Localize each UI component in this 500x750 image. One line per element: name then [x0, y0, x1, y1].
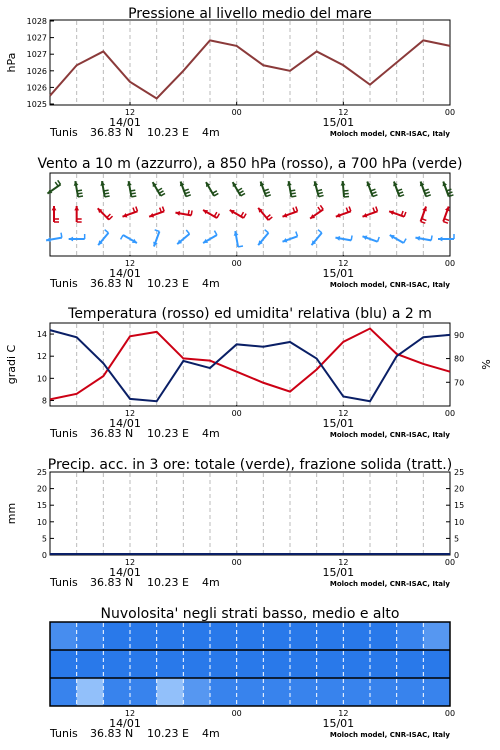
cloud-cell — [343, 622, 370, 650]
wind-feather — [378, 237, 380, 242]
y-tick-label-right: 90 — [454, 330, 465, 340]
y-tick-label: 20 — [36, 484, 47, 494]
wind-arrow — [180, 181, 191, 196]
wind-feather — [376, 207, 378, 212]
wind-feather — [107, 214, 111, 218]
time-tick-label: 00 — [231, 558, 242, 567]
wind-arrow — [362, 236, 379, 242]
wind-arrow — [258, 208, 272, 220]
wind-feather — [265, 230, 269, 233]
cloud-cell — [157, 650, 184, 678]
model-credit: Moloch model, CNR-ISAC, Italy — [329, 281, 450, 289]
wind-feather — [61, 233, 62, 238]
wind-feather — [447, 189, 452, 191]
location-name: Tunis — [50, 576, 78, 589]
wind-feather — [130, 190, 135, 191]
time-tick-label: 12 — [124, 108, 136, 117]
wind-feather — [291, 196, 296, 197]
wind-feather — [373, 195, 378, 197]
cloud-cell — [130, 650, 157, 678]
y-tick-label: 12 — [36, 352, 47, 362]
cloud-cell — [183, 622, 210, 650]
cloud-cell — [263, 678, 290, 706]
wind-feather — [161, 193, 165, 196]
wind-feather — [104, 190, 109, 191]
wind-arrow — [47, 180, 60, 193]
wind-feather — [55, 182, 58, 186]
location-lat: 36.83 N — [90, 427, 134, 440]
wind-arrow — [74, 181, 83, 197]
wind-feather — [159, 191, 163, 194]
y-tick-label-right: 0 — [454, 551, 460, 560]
cloud-cell — [77, 650, 104, 678]
cloud-cell — [317, 622, 344, 650]
location-lat: 36.83 N — [90, 277, 134, 290]
y-tick-label: 0 — [41, 551, 47, 560]
cloud-cell — [157, 678, 184, 706]
time-tick-label: 12 — [338, 709, 349, 718]
wind-feather — [421, 222, 426, 224]
time-tick-label: 12 — [338, 108, 349, 117]
wind-feather — [293, 208, 295, 213]
panel-title: Nuvolosita' negli strati basso, medio e alto — [100, 606, 400, 622]
wind-feather — [184, 189, 189, 191]
date-label: 14/01 — [109, 116, 141, 129]
time-tick-label: 12 — [338, 409, 349, 418]
model-credit: Moloch model, CNR-ISAC, Italy — [329, 580, 450, 588]
panel-title: Vento a 10 m (azzurro), a 850 hPa (rosso), a 700 hPa (verde) — [37, 156, 463, 172]
wind-feather — [214, 212, 217, 216]
cloud-cell — [397, 622, 424, 650]
wind-arrow — [52, 206, 59, 222]
y-tick-label: 10 — [36, 374, 47, 384]
cloud-cell — [237, 622, 264, 650]
cloud-cell — [183, 650, 210, 678]
cloud-cell — [237, 650, 264, 678]
cloud-cell — [183, 678, 210, 706]
wind-feather — [290, 190, 295, 191]
time-tick-label: 12 — [338, 558, 349, 567]
cloud-cell — [130, 678, 157, 706]
wind-arrow — [98, 208, 113, 219]
location-lat: 36.83 N — [90, 126, 134, 139]
cloud-cell — [290, 678, 317, 706]
y-tick-label-right: 70 — [454, 378, 465, 388]
cloud-cell — [397, 678, 424, 706]
y-axis-label-right: % — [480, 359, 493, 370]
date-label: 15/01 — [322, 566, 355, 579]
location-lon: 10.23 E — [147, 576, 189, 589]
wind-feather — [160, 208, 162, 213]
cloud-cell — [210, 650, 237, 678]
wind-feather — [449, 195, 454, 197]
cloud-cell — [290, 650, 317, 678]
cloud-cell — [263, 650, 290, 678]
date-label: 15/01 — [322, 417, 355, 430]
wind-feather — [105, 196, 110, 197]
time-tick-label: 00 — [444, 259, 456, 268]
location-name: Tunis — [50, 727, 78, 740]
wind-arrow — [367, 181, 378, 196]
panel-2 — [37, 156, 462, 290]
wind-feather — [244, 214, 247, 218]
y-tick-label-right: 80 — [454, 354, 465, 364]
date-label: 15/01 — [322, 267, 355, 280]
wind-feather — [444, 219, 449, 221]
wind-arrow — [46, 233, 62, 242]
wind-feather — [186, 195, 191, 197]
cloud-cell — [103, 678, 130, 706]
cloud-cell — [210, 622, 237, 650]
wind-feather — [186, 230, 189, 234]
wind-feather — [264, 189, 269, 191]
wind-feather — [239, 191, 243, 194]
date-label: 15/01 — [322, 717, 355, 730]
location-elev: 4m — [202, 727, 220, 740]
cloud-cell — [423, 622, 450, 650]
cloud-cell — [237, 678, 264, 706]
wind-feather — [241, 193, 245, 196]
y-tick-label: 1026 — [26, 83, 47, 93]
y-tick-label: 1026 — [26, 66, 47, 76]
wind-feather — [162, 207, 164, 212]
time-tick-label: 12 — [124, 558, 136, 567]
wind-feather — [404, 239, 407, 243]
y-tick-label-right: 10 — [454, 517, 465, 527]
time-tick-label: 12 — [338, 259, 349, 268]
y-tick-label-right: 20 — [454, 484, 465, 494]
wind-feather — [131, 193, 136, 194]
wind-feather — [214, 193, 218, 196]
wind-arrow — [234, 231, 243, 247]
time-tick-label: 12 — [124, 259, 136, 268]
wind-feather — [318, 230, 322, 233]
wind-arrow — [287, 181, 296, 197]
wind-feather — [431, 235, 432, 240]
location-name: Tunis — [50, 427, 78, 440]
cloud-cell — [103, 622, 130, 650]
temperature-line — [50, 329, 450, 400]
wind-feather — [78, 193, 83, 194]
wind-feather — [109, 216, 113, 220]
wind-feather — [346, 208, 348, 213]
panel-title: Pressione al livello medio del mare — [128, 6, 372, 22]
wind-feather — [426, 195, 431, 197]
time-tick-label: 00 — [231, 108, 242, 117]
cloud-cell — [210, 678, 237, 706]
wind-head — [438, 237, 442, 242]
cloud-cell — [77, 622, 104, 650]
wind-feather — [448, 192, 453, 194]
cloud-cell — [77, 678, 104, 706]
location-lat: 36.83 N — [90, 727, 134, 740]
cloud-cell — [343, 678, 370, 706]
wind-feather — [398, 192, 403, 194]
wind-arrow — [443, 181, 454, 196]
wind-feather — [136, 207, 138, 212]
location-lon: 10.23 E — [147, 427, 189, 440]
y-tick-label-right: 5 — [454, 534, 460, 544]
cloud-cell — [50, 622, 77, 650]
cloud-cell — [343, 650, 370, 678]
time-tick-label: 00 — [231, 709, 242, 718]
cloud-cell — [130, 622, 157, 650]
wind-arrow — [421, 206, 427, 223]
wind-feather — [133, 208, 135, 213]
cloud-cell — [423, 678, 450, 706]
wind-feather — [155, 230, 160, 232]
wind-feather — [373, 208, 375, 213]
wind-feather — [241, 212, 244, 216]
wind-feather — [78, 196, 83, 197]
wind-feather — [291, 193, 296, 194]
cloud-cell — [103, 650, 130, 678]
date-label: 15/01 — [322, 116, 355, 129]
location-lat: 36.83 N — [90, 576, 134, 589]
wind-arrow — [389, 211, 406, 217]
time-tick-label: 00 — [444, 709, 456, 718]
cloud-cell — [290, 622, 317, 650]
wind-arrow — [420, 181, 431, 196]
wind-feather — [265, 192, 270, 194]
time-tick-label: 00 — [444, 108, 456, 117]
date-label: 14/01 — [109, 417, 141, 430]
cloud-cell — [397, 650, 424, 678]
wind-arrow — [260, 181, 271, 196]
wind-arrow — [313, 181, 323, 196]
time-tick-label: 00 — [444, 558, 456, 567]
wind-feather — [318, 207, 321, 211]
y-axis-label: mm — [5, 502, 18, 525]
wind-feather — [217, 214, 220, 218]
wind-arrow — [341, 181, 349, 197]
wind-feather — [158, 188, 162, 191]
location-name: Tunis — [50, 126, 78, 139]
cloud-cell — [370, 622, 397, 650]
wind-feather — [371, 189, 376, 191]
location-lon: 10.23 E — [147, 277, 189, 290]
date-label: 14/01 — [109, 267, 141, 280]
wind-feather — [121, 235, 124, 239]
wind-feather — [131, 196, 136, 197]
plot-frame — [50, 472, 450, 555]
wind-feather — [351, 235, 352, 240]
y-tick-label: 25 — [36, 468, 47, 477]
model-credit: Moloch model, CNR-ISAC, Italy — [329, 431, 450, 439]
wind-feather — [404, 212, 406, 217]
cloud-cell — [50, 678, 77, 706]
wind-head — [74, 206, 79, 210]
wind-feather — [267, 215, 271, 218]
wind-arrow — [203, 210, 219, 218]
wind-feather — [424, 189, 429, 191]
y-tick-label-right: 25 — [454, 468, 465, 477]
wind-feather — [188, 210, 189, 215]
model-credit: Moloch model, CNR-ISAC, Italy — [329, 731, 450, 739]
wind-feather — [372, 192, 377, 194]
panel-5 — [49, 606, 455, 740]
wind-feather — [399, 195, 404, 197]
wind-feather — [422, 219, 427, 221]
date-label: 14/01 — [109, 717, 141, 730]
wind-head — [52, 206, 57, 210]
wind-feather — [238, 246, 243, 247]
wind-arrow — [230, 210, 246, 218]
y-tick-label-right: 15 — [454, 501, 465, 511]
time-tick-label: 00 — [444, 409, 456, 418]
cloud-cell — [370, 678, 397, 706]
location-elev: 4m — [202, 126, 220, 139]
wind-feather — [213, 191, 217, 194]
wind-arrow — [390, 235, 406, 243]
wind-feather — [443, 222, 448, 224]
wind-arrow — [74, 206, 81, 222]
y-tick-label: 1027 — [26, 50, 47, 60]
wind-arrow — [153, 182, 165, 196]
y-tick-label: 14 — [36, 330, 47, 340]
wind-feather — [401, 211, 403, 216]
wind-arrow — [100, 181, 109, 197]
wind-head — [341, 181, 346, 186]
wind-feather — [185, 192, 190, 194]
date-label: 14/01 — [109, 566, 141, 579]
wind-arrow — [415, 235, 432, 240]
location-lon: 10.23 E — [147, 727, 189, 740]
wind-feather — [58, 180, 61, 184]
wind-arrow — [335, 235, 352, 240]
y-tick-label: 5 — [41, 534, 47, 544]
y-axis-label: hPa — [5, 52, 18, 73]
location-elev: 4m — [202, 277, 220, 290]
time-tick-label: 12 — [124, 409, 136, 418]
wind-arrow — [443, 206, 449, 223]
cloud-cell — [370, 650, 397, 678]
cloud-cell — [50, 650, 77, 678]
y-tick-label: 10 — [36, 517, 47, 527]
panel-3 — [5, 306, 493, 440]
wind-arrow — [127, 181, 136, 197]
wind-feather — [296, 232, 298, 237]
y-tick-label: 8 — [41, 396, 47, 406]
wind-head — [69, 237, 73, 242]
plot-frame — [50, 20, 450, 105]
wind-arrow — [393, 181, 404, 196]
time-tick-label: 12 — [124, 709, 136, 718]
panel-4 — [5, 457, 464, 589]
cloud-cell — [317, 650, 344, 678]
cloud-cell — [423, 650, 450, 678]
wind-feather — [238, 188, 242, 191]
y-tick-label: 15 — [36, 501, 47, 511]
wind-feather — [425, 192, 430, 194]
wind-feather — [104, 193, 109, 194]
wind-arrow — [206, 182, 218, 196]
pressure-line — [50, 40, 450, 98]
wind-feather — [214, 231, 217, 235]
cloud-cell — [263, 622, 290, 650]
wind-feather — [320, 205, 323, 209]
y-axis-label: gradi C — [5, 344, 18, 385]
y-tick-label: 1027 — [26, 33, 47, 43]
wind-feather — [268, 217, 272, 220]
wind-feather — [296, 207, 298, 212]
location-elev: 4m — [202, 427, 220, 440]
cloud-cell — [157, 622, 184, 650]
wind-feather — [77, 190, 82, 191]
wind-feather — [349, 207, 351, 212]
wind-feather — [266, 195, 271, 197]
panel-title: Temperatura (rosso) ed umidita' relativa (blu) a 2 m — [68, 306, 432, 322]
wind-arrow — [121, 235, 137, 243]
wind-arrow — [438, 234, 454, 241]
wind-feather — [191, 210, 192, 215]
time-tick-label: 00 — [231, 409, 242, 418]
location-lon: 10.23 E — [147, 126, 189, 139]
location-elev: 4m — [202, 576, 220, 589]
panel-title: Precip. acc. in 3 ore: totale (verde), frazione solida (tratt.) — [47, 457, 453, 473]
location-name: Tunis — [50, 277, 78, 290]
time-tick-label: 00 — [231, 259, 242, 268]
y-tick-label: 1025 — [26, 100, 47, 109]
y-tick-label: 1028 — [26, 17, 47, 26]
panel-1 — [5, 6, 455, 139]
model-credit: Moloch model, CNR-ISAC, Italy — [329, 130, 450, 138]
wind-feather — [397, 189, 402, 191]
wind-arrow — [233, 182, 245, 196]
cloud-cell — [317, 678, 344, 706]
wind-feather — [105, 230, 109, 233]
